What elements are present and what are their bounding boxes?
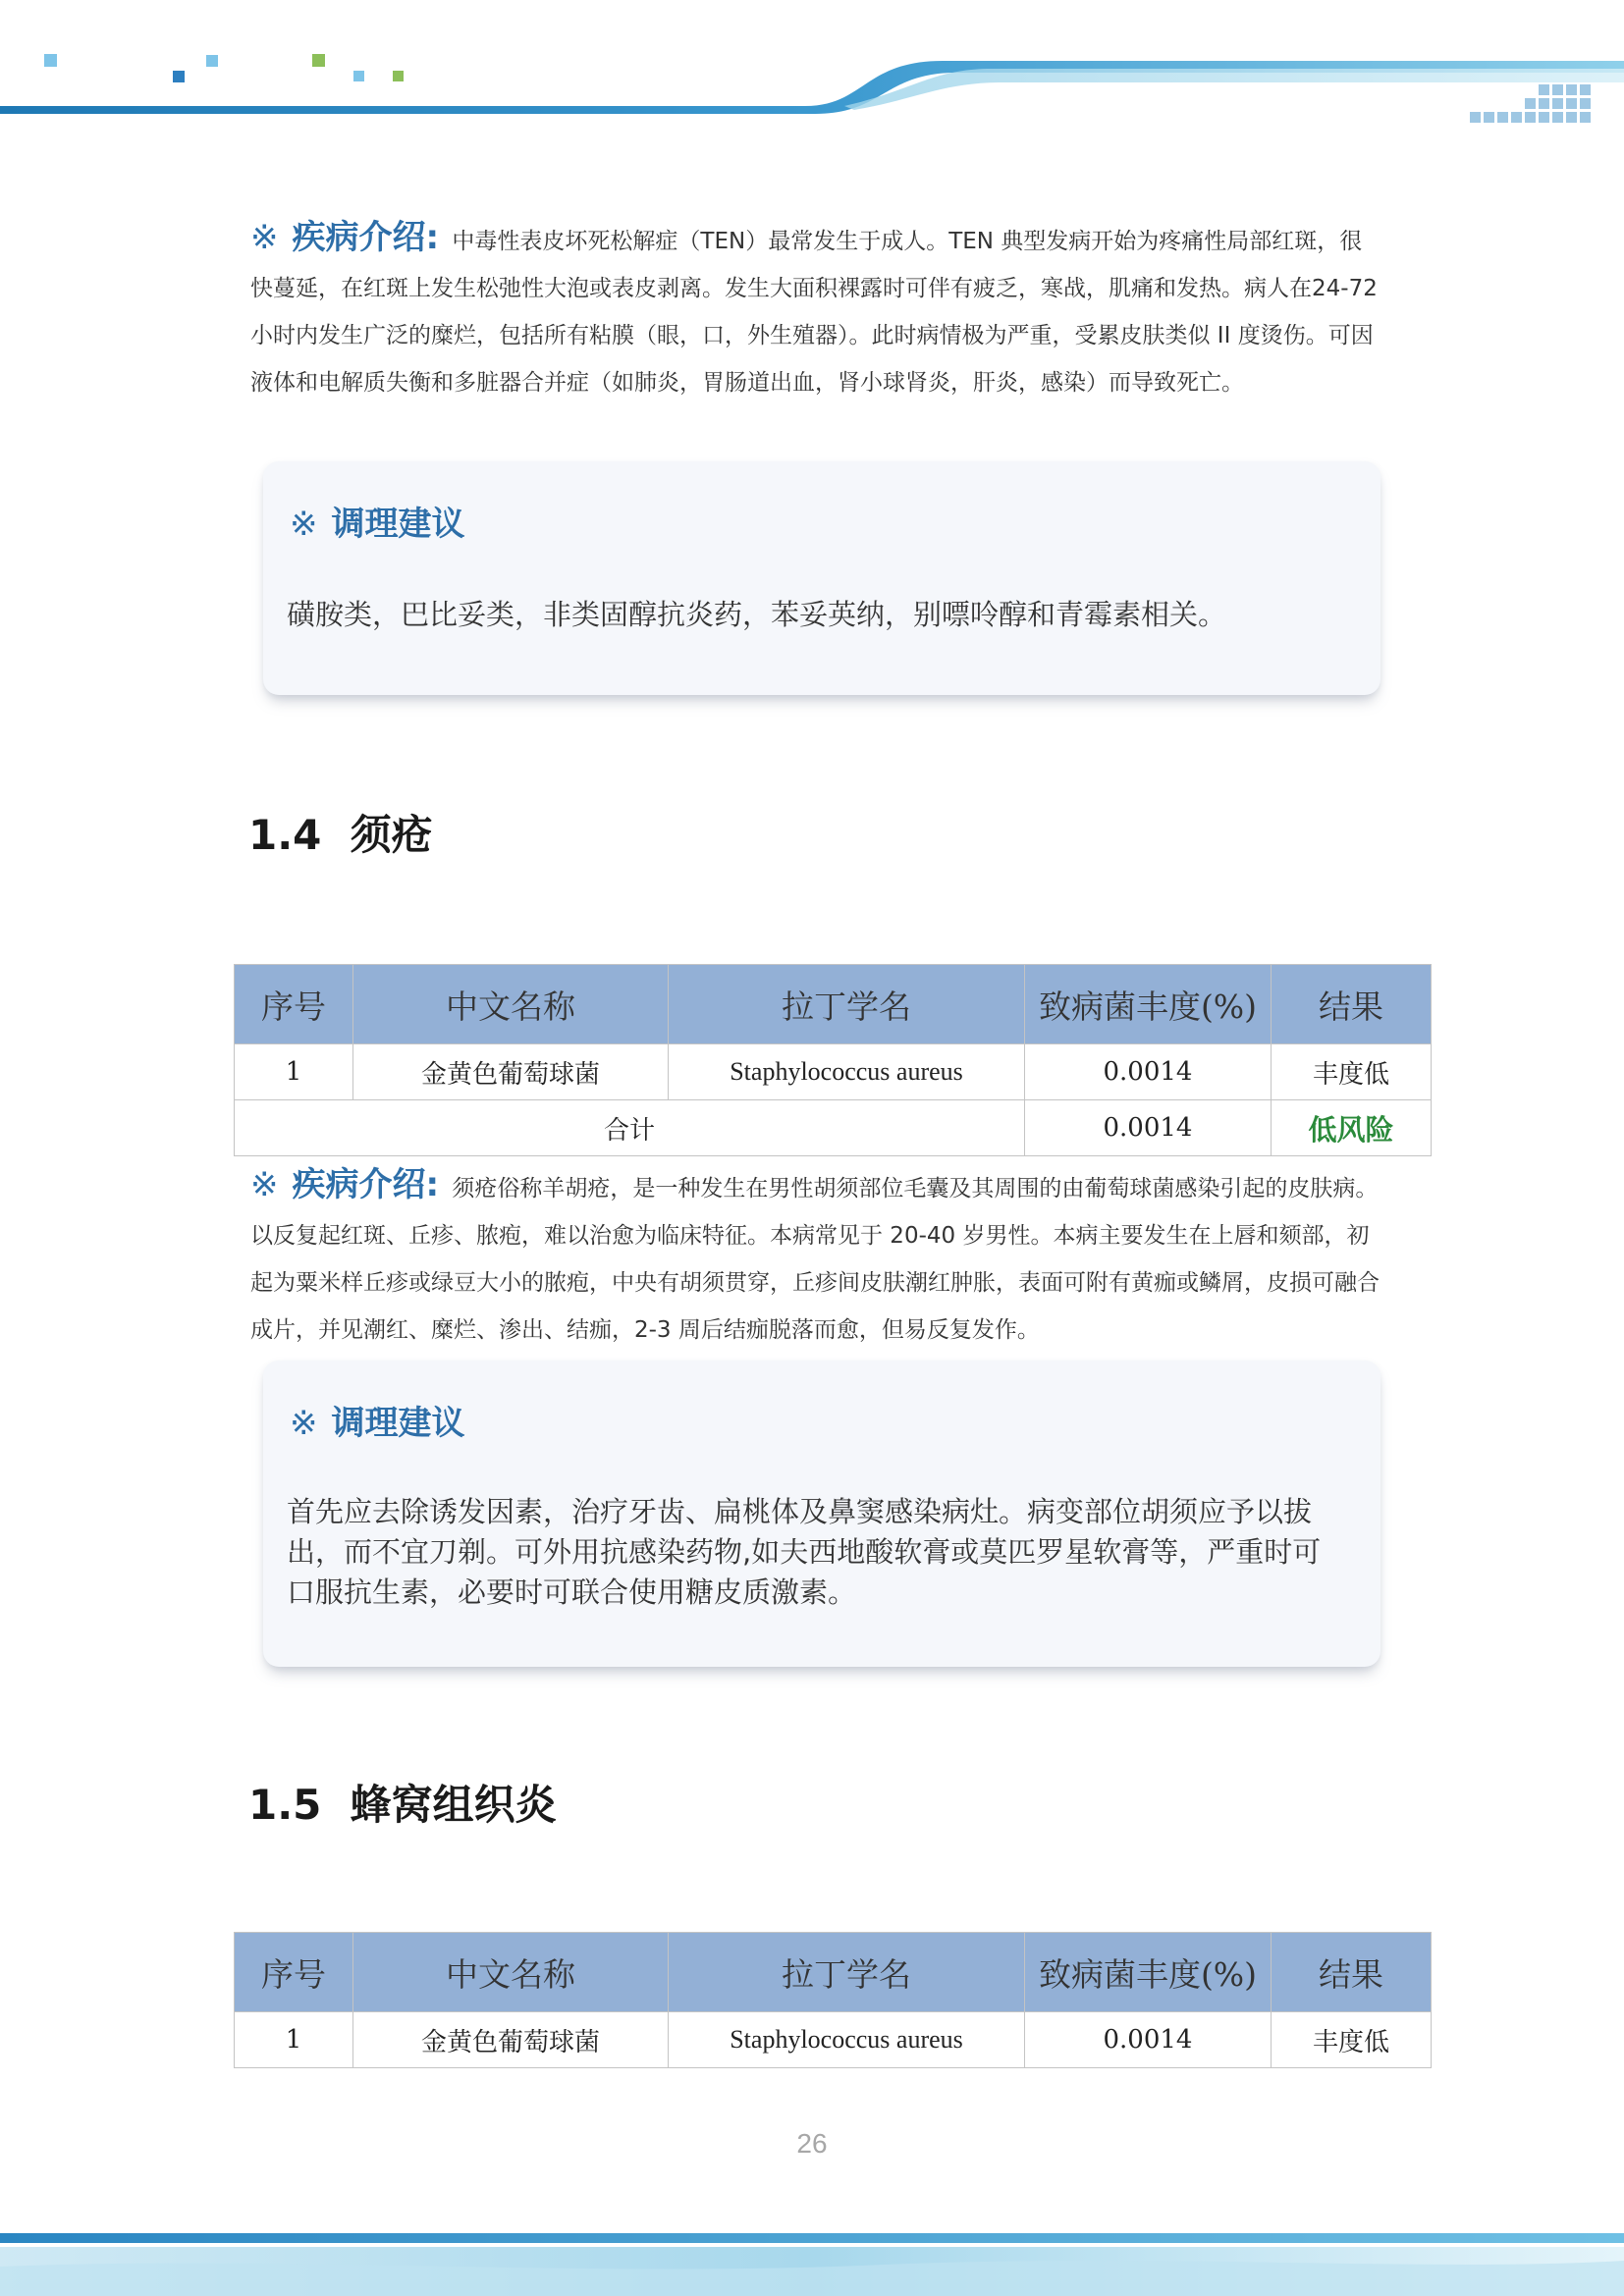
table-header-row <box>235 1933 1432 2012</box>
header-no: 序号 <box>235 1933 353 2012</box>
beard-sycosis-intro <box>250 1161 1384 1354</box>
header-abundance: 致病菌丰度(%) <box>1025 965 1272 1044</box>
pixel-squares-left <box>44 54 404 82</box>
section-title-1-5: 1.5 蜂窝组织炎 <box>248 1781 557 1829</box>
header-abundance: 致病菌丰度(%) <box>1025 1933 1272 2012</box>
beard-sycosis-advice-card <box>263 1361 1380 1667</box>
cell-total-abundance: 0.0014 <box>1025 1100 1272 1156</box>
header-decoration <box>0 0 1624 137</box>
intro-heading: ※ 疾病介绍: <box>250 1165 440 1204</box>
table-total-row <box>235 1100 1432 1156</box>
cell-total-label: 合计 <box>235 1100 1025 1156</box>
cell-latin: Staphylococcus aureus <box>669 2012 1025 2068</box>
advice-heading: ※ 调理建议 <box>290 505 465 544</box>
section-title-1-4: 1.4 须疮 <box>248 811 433 859</box>
cell-result: 丰度低 <box>1272 2012 1432 2068</box>
cell-no: 1 <box>235 2012 353 2068</box>
cell-latin: Staphylococcus aureus <box>669 1044 1025 1100</box>
cell-abundance: 0.0014 <box>1025 1044 1272 1100</box>
bacteria-table-1-4 <box>234 964 1432 1156</box>
cell-cn-name: 金黄色葡萄球菌 <box>353 2012 669 2068</box>
advice-text: 磺胺类，巴比妥类，非类固醇抗炎药，苯妥英纳，别嘌呤醇和青霉素相关。 <box>287 598 1227 631</box>
header-result: 结果 <box>1272 965 1432 1044</box>
cell-total-risk: 低风险 <box>1272 1100 1432 1156</box>
advice-text: 首先应去除诱发因素，治疗牙齿、扁桃体及鼻窦感染病灶。病变部位胡须应予以拔出，而不宜刀剃。可外用抗感染药物,如夫西地酸软膏或莫匹罗星软膏等，严重时可口服抗生素，必要时可联合使用糖皮质激素。 <box>287 1495 1322 1609</box>
footer-decoration <box>0 2227 1624 2296</box>
bacteria-table-1-5 <box>234 1932 1432 2068</box>
header-result: 结果 <box>1272 1933 1432 2012</box>
cell-result: 丰度低 <box>1272 1044 1432 1100</box>
intro-text: 中毒性表皮坏死松解症（TEN）最常发生于成人。TEN 典型发病开始为疼痛性局部红斑，很快蔓延，在红斑上发生松弛性大泡或表皮剥离。发生大面积裸露时可伴有疲乏，寒战，肌痛和发热。病人在24-72小时内发生广泛的糜烂，包括所有粘膜（眼，口，外生殖器）。此时病情极为严重，受累皮肤类似 II 度烫伤。可因液体和电解质失衡和多脏器合并症（如肺炎，胃肠道出血，肾小球肾炎，肝炎，感染）而导致死亡。 <box>250 229 1378 396</box>
cell-cn-name: 金黄色葡萄球菌 <box>353 1044 669 1100</box>
cell-no: 1 <box>235 1044 353 1100</box>
page-number: 26 <box>796 2128 828 2159</box>
pixel-squares-right <box>1470 84 1591 123</box>
table-row <box>235 1044 1432 1100</box>
table-row <box>235 2012 1432 2068</box>
header-latin: 拉丁学名 <box>669 1933 1025 2012</box>
ten-disease-intro <box>250 214 1384 406</box>
intro-heading: ※ 疾病介绍: <box>250 218 440 257</box>
cell-abundance: 0.0014 <box>1025 2012 1272 2068</box>
header-cn-name: 中文名称 <box>353 1933 669 2012</box>
intro-text: 须疮俗称羊胡疮，是一种发生在男性胡须部位毛囊及其周围的由葡萄球菌感染引起的皮肤病。以反复起红斑、丘疹、脓疱，难以治愈为临床特征。本病常见于 20-40 岁男性。本病主要发生在上唇和颏部，初起为粟米样丘疹或绿豆大小的脓疱，中央有胡须贯穿，丘疹间皮肤潮红肿胀，表面可附有黄痂或鳞屑，皮损可融合成片，并见潮红、糜烂、渗出、结痂，2-3 周后结痂脱落而愈，但易反复发作。 <box>250 1176 1380 1343</box>
header-latin: 拉丁学名 <box>669 965 1025 1044</box>
ten-advice-card <box>263 461 1380 695</box>
advice-heading: ※ 调理建议 <box>290 1404 465 1443</box>
header-cn-name: 中文名称 <box>353 965 669 1044</box>
header-no: 序号 <box>235 965 353 1044</box>
table-header-row <box>235 965 1432 1044</box>
